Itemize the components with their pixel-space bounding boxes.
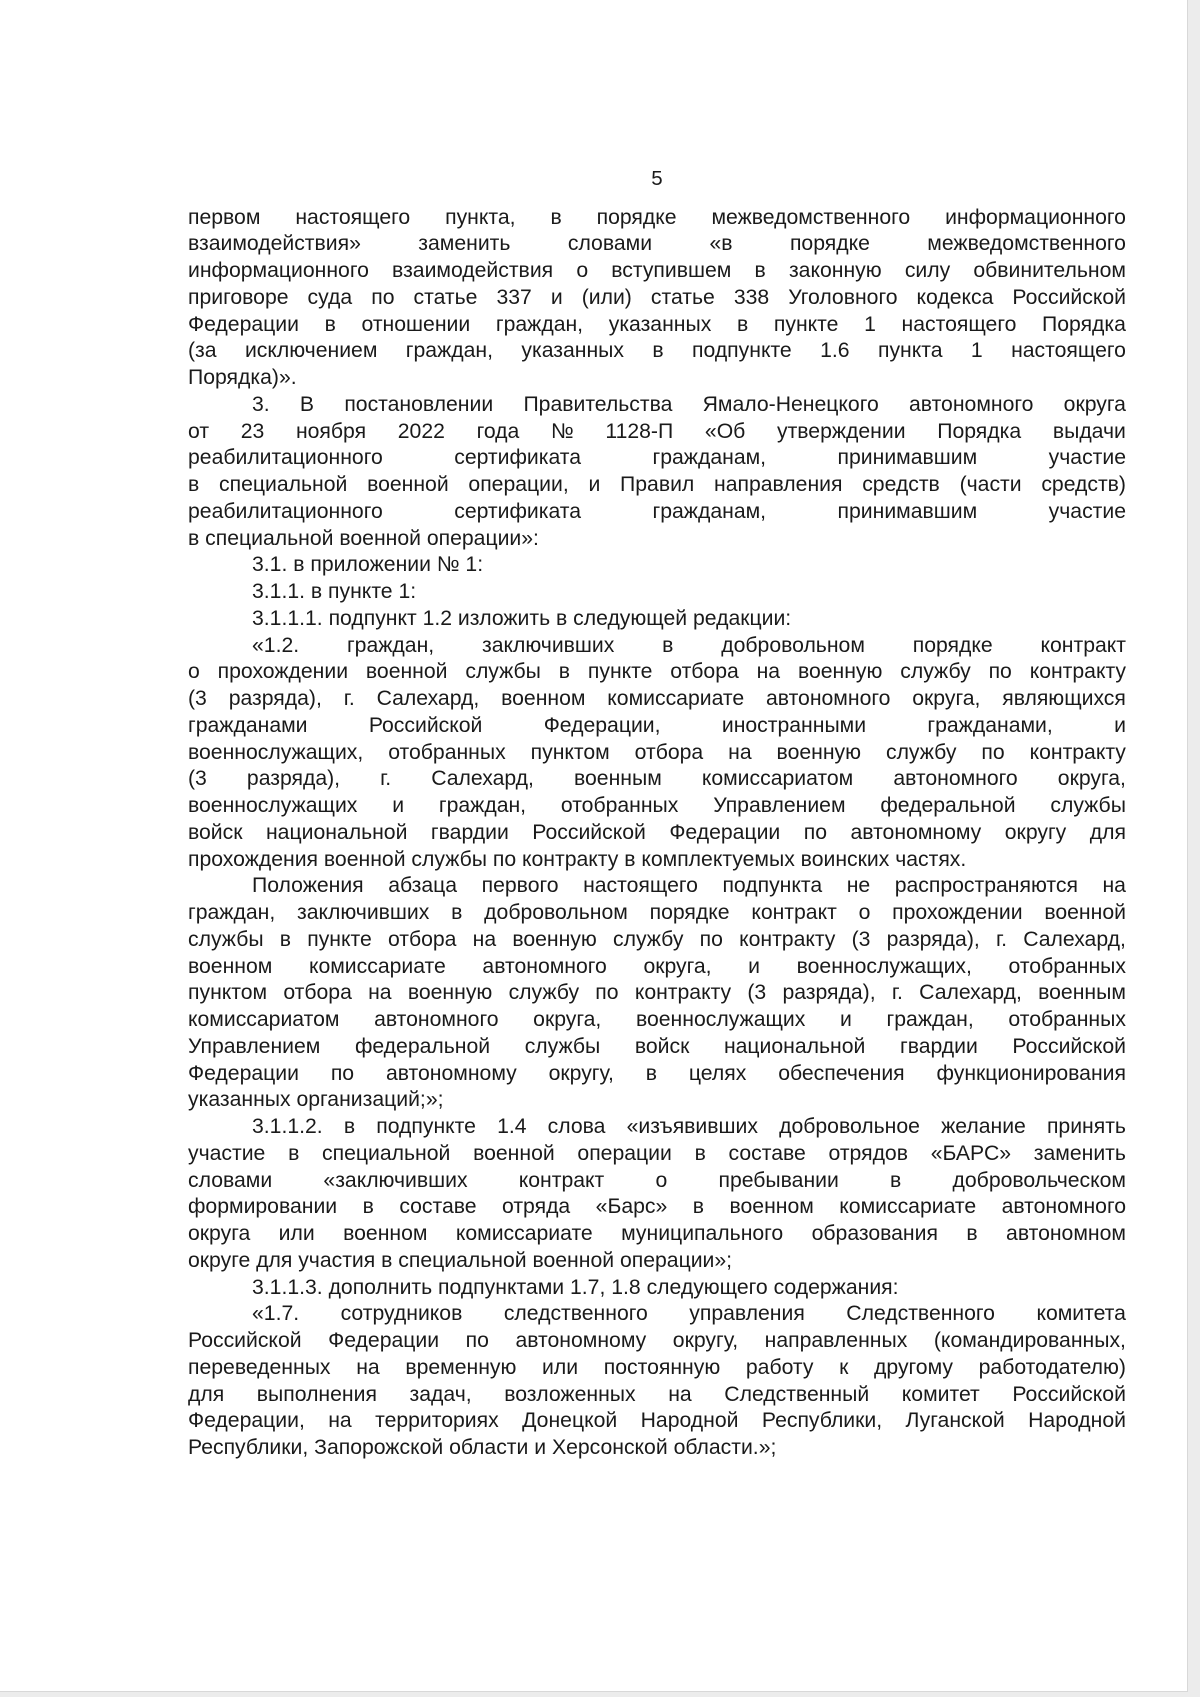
text-line: пунктом отбора на военную службу по контракту (3 разряда), г. Салехард, военным — [188, 981, 1126, 1005]
text-line: первом настоящего пункта, в порядке межведомственного информационного — [188, 205, 1126, 229]
text-line: указанных организаций;»; — [188, 1088, 444, 1112]
text-line: информационного взаимодействия о вступившем в законную силу обвинительном — [188, 259, 1126, 282]
text-line: 3.1.1.1. подпункт 1.2 изложить в следующей редакции: — [252, 606, 792, 630]
text-line: 3.1. в приложении № 1: — [252, 553, 484, 577]
text-line: приговоре суда по статье 337 и (или) статье 338 Уголовного кодекса Российской — [188, 285, 1126, 309]
text-line: переведенных на временную или постоянную работу к другому работодателю) — [188, 1355, 1126, 1379]
text-line: Порядка)». — [188, 366, 297, 389]
text-line: Российской Федерации по автономному округу, направленных (командированных, — [188, 1329, 1126, 1352]
text-line: округе для участия в специальной военной операции»; — [188, 1248, 733, 1272]
text-line: в специальной военной операции, и Правил направления средств (части средств) — [188, 473, 1126, 496]
text-line: (3 разряда), г. Салехард, военным комиссариатом автономного округа, — [188, 767, 1126, 791]
text-line: Положения абзаца первого настоящего подпункта не распространяются на — [252, 874, 1126, 898]
text-line: службы в пункте отбора на военную службу по контракту (3 разряда), г. Салехард, — [188, 927, 1126, 951]
text-line: участие в специальной военной операции в составе отрядов «БАРС» заменить — [188, 1141, 1126, 1165]
text-line: Федерации в отношении граждан, указанных в пункте 1 настоящего Порядка — [188, 312, 1126, 336]
text-line: (3 разряда), г. Салехард, военном комиссариате автономного округа, являющихся — [188, 687, 1126, 710]
text-line: Республики, Запорожской области и Херсонской области.»; — [188, 1436, 777, 1459]
text-line: военном комиссариате автономного округа, и военнослужащих, отобранных — [188, 954, 1126, 978]
page-number: 5 — [651, 167, 663, 190]
text-line: 3. В постановлении Правительства Ямало-Ненецкого автономного округа — [252, 392, 1126, 416]
text-line: военнослужащих и граждан, отобранных Управлением федеральной службы — [188, 794, 1126, 817]
text-line: о прохождении военной службы в пункте отбора на военную службу по контракту — [188, 660, 1126, 684]
text-line: Федерации по автономному округу, в целях обеспечения функционирования — [188, 1061, 1126, 1085]
text-line: прохождения военной службы по контракту в комплектуемых воинских частях. — [188, 847, 967, 871]
text-line: «1.7. сотрудников следственного управления Следственного комитета — [252, 1302, 1126, 1326]
text-line: словами «заключивших контракт о пребывании в добровольческом — [188, 1168, 1126, 1192]
text-line: войск национальной гвардии Российской Федерации по автономному округу для — [188, 820, 1126, 844]
text-line: реабилитационного сертификата гражданам, принимавшим участие — [188, 499, 1126, 523]
text-line: от 23 ноября 2022 года № 1128-П «Об утверждении Порядка выдачи — [188, 419, 1126, 443]
text-line: (за исключением граждан, указанных в подпункте 1.6 пункта 1 настоящего — [188, 339, 1126, 363]
text-line: округа или военном комиссариате муниципального образования в автономном — [188, 1222, 1126, 1245]
text-line: Управлением федеральной службы войск национальной гвардии Российской — [188, 1034, 1126, 1058]
text-line: гражданами Российской Федерации, иностранными гражданами, и — [188, 713, 1126, 737]
text-line: 3.1.1.2. в подпункте 1.4 слова «изъявивших добровольное желание принять — [252, 1115, 1126, 1138]
text-line: в специальной военной операции»: — [188, 526, 539, 550]
text-line: формировании в составе отряда «Барс» в военном комиссариате автономного — [188, 1195, 1126, 1219]
text-line: 3.1.1. в пункте 1: — [252, 580, 417, 603]
text-line: реабилитационного сертификата гражданам, принимавшим участие — [188, 446, 1126, 470]
text-line: граждан, заключивших в добровольном порядке контракт о прохождении военной — [188, 901, 1126, 924]
text-line: для выполнения задач, возложенных на Следственный комитет Российской — [188, 1382, 1126, 1406]
text-line: Федерации, на территориях Донецкой Народной Республики, Луганской Народной — [188, 1409, 1126, 1433]
text-line: взаимодействия» заменить словами «в порядке межведомственного — [188, 232, 1126, 256]
text-line: комиссариатом автономного округа, военнослужащих и граждан, отобранных — [188, 1008, 1126, 1031]
text-line: 3.1.1.3. дополнить подпунктами 1.7, 1.8 следующего содержания: — [252, 1275, 899, 1299]
document-body — [188, 205, 1126, 1462]
text-line: военнослужащих, отобранных пунктом отбора на военную службу по контракту — [188, 740, 1126, 764]
text-line: «1.2. граждан, заключивших в добровольном порядке контракт — [252, 633, 1126, 657]
